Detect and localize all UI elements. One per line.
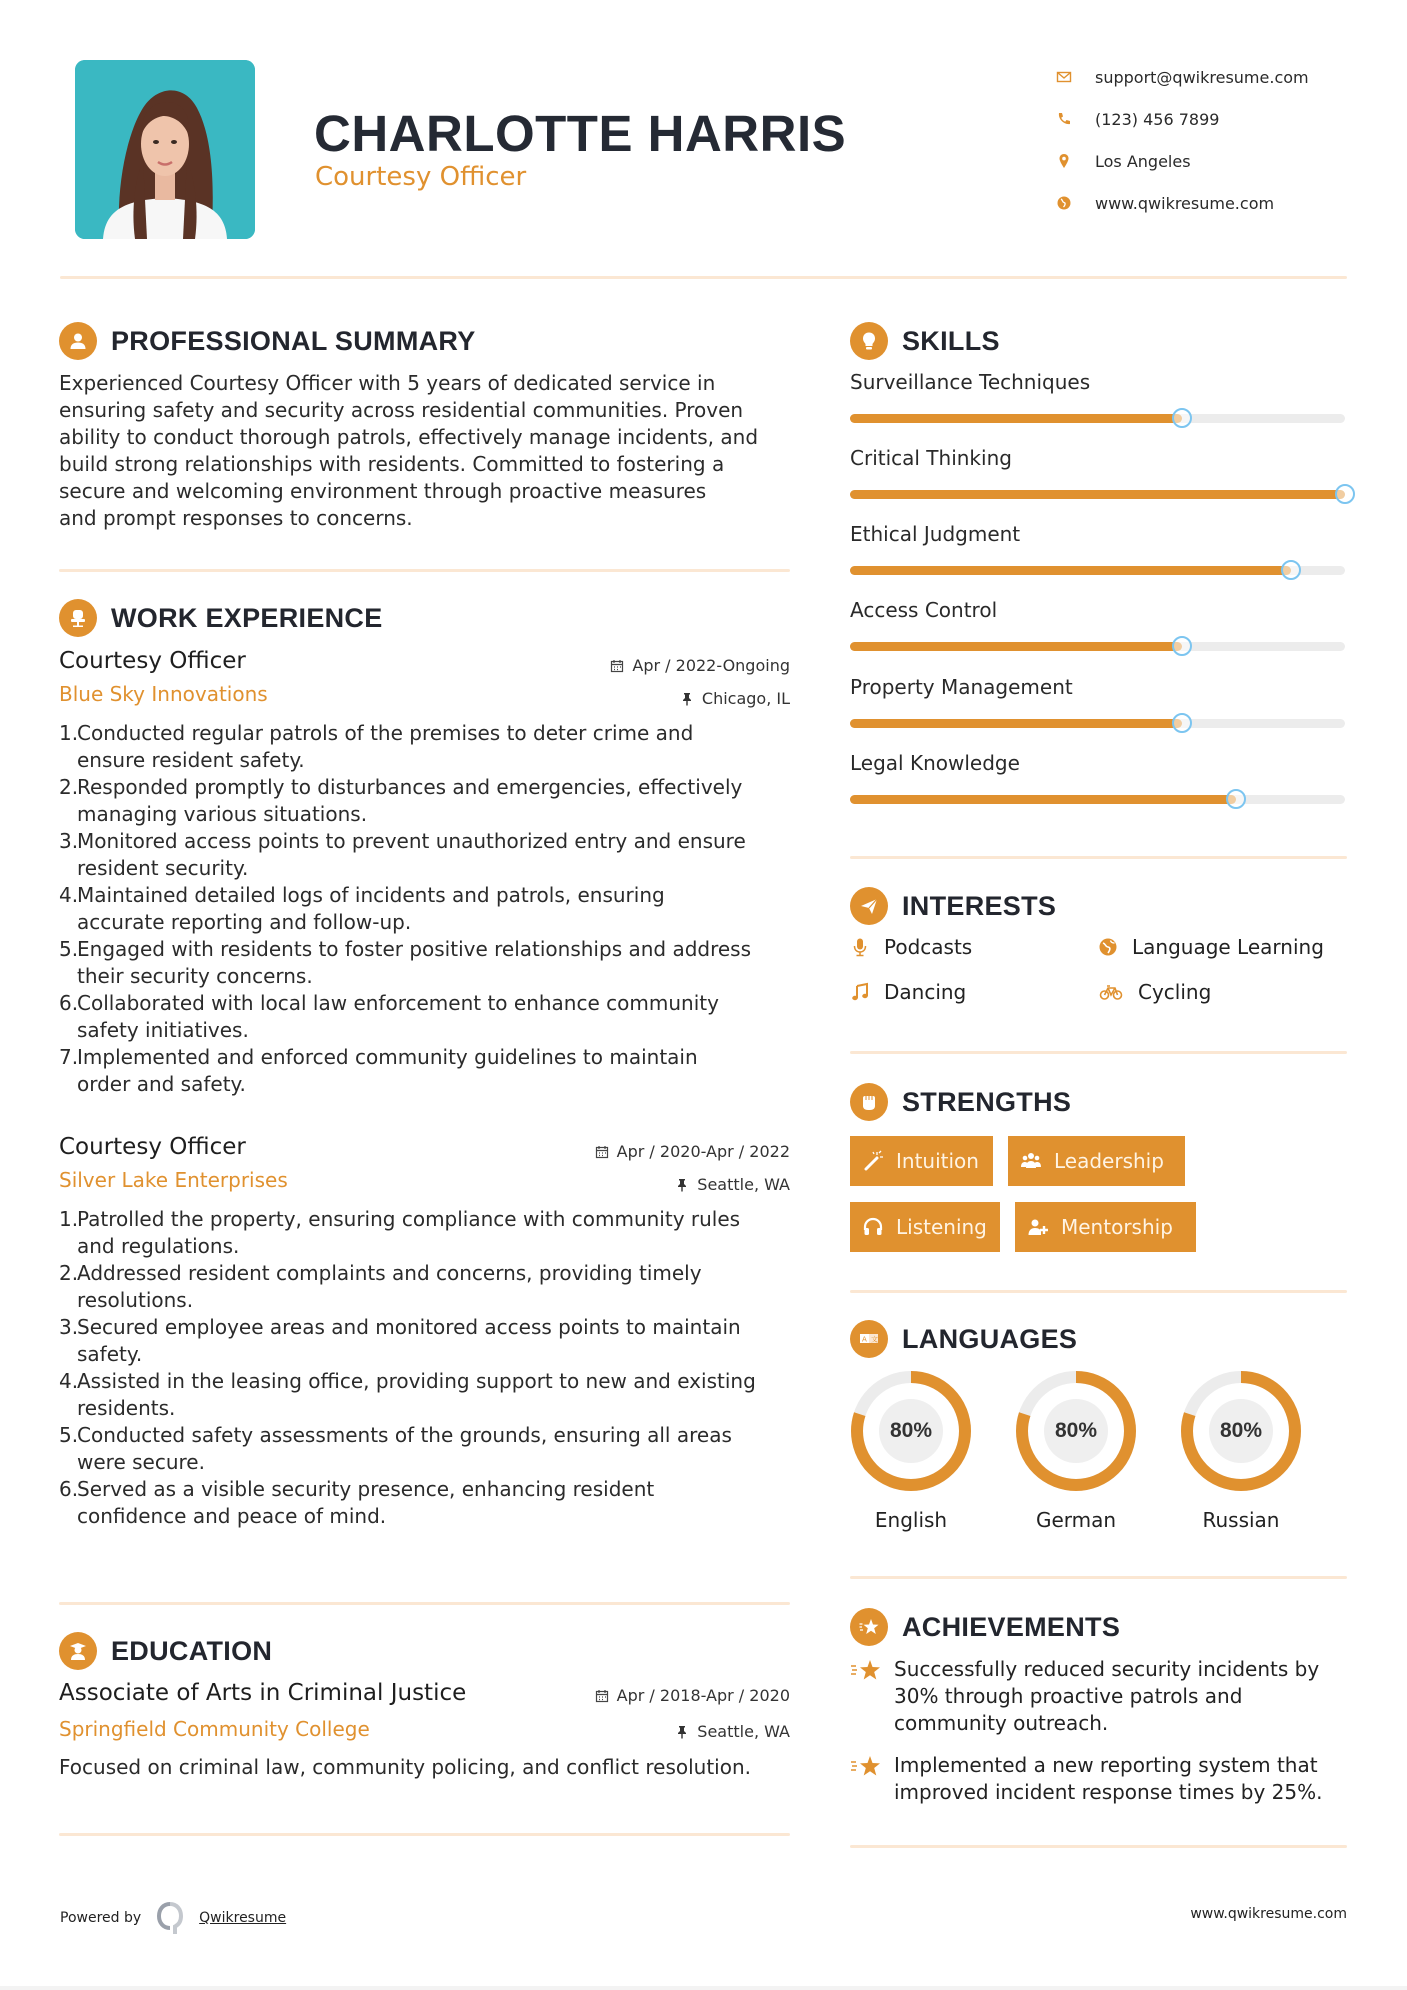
strength-label: Listening: [896, 1215, 987, 1239]
pushpin-icon: [675, 1178, 689, 1192]
summary-line: build strong relationships with residents. Committed to fostering a: [59, 452, 725, 476]
contact-website-text: www.qwikresume.com: [1095, 193, 1275, 213]
job-bullets: [59, 1206, 799, 1530]
skill-knob: [1172, 713, 1192, 733]
achievements-title: ACHIEVEMENTS: [902, 1611, 1121, 1642]
interest-item: [1098, 935, 1324, 959]
magic-wand-icon: [862, 1150, 884, 1172]
job-dates-text: Apr / 2020-Apr / 2022: [616, 1142, 790, 1161]
pushpin-icon: [675, 1725, 689, 1739]
contact-location: [1055, 140, 1309, 182]
experience-heading: [59, 599, 383, 637]
page-bottom-edge: [0, 1986, 1407, 1990]
list-item: 5. Conducted safety assessments of the grounds, ensuring all areas were secure.: [59, 1423, 732, 1474]
list-item: 5. Engaged with residents to foster positive relationships and address their security concerns.: [59, 937, 752, 988]
skill-bar: [850, 795, 1345, 804]
skill-knob: [1226, 789, 1246, 809]
job-location: [680, 689, 790, 708]
summary-divider: [59, 569, 790, 572]
microphone-icon: [850, 937, 870, 957]
achievement-line: improved incident response times by 25%.: [894, 1780, 1323, 1804]
degree-title: Associate of Arts in Criminal Justice: [59, 1680, 467, 1706]
languages-heading: [850, 1320, 1077, 1358]
calendar-icon: [595, 1689, 609, 1703]
skill-bar: [850, 490, 1345, 499]
skill-item: [850, 370, 1345, 423]
skill-item: [850, 675, 1345, 728]
phone-icon: [1055, 110, 1073, 128]
summary-line: Experienced Courtesy Officer with 5 years of dedicated service in: [59, 371, 716, 395]
job-title: Courtesy Officer: [59, 1134, 246, 1160]
list-item: 2. Addressed resident complaints and concerns, providing timely resolutions.: [59, 1261, 702, 1312]
skill-name: Legal Knowledge: [850, 751, 1020, 775]
user-plus-icon: [1027, 1216, 1049, 1238]
contact-location-text: Los Angeles: [1095, 151, 1191, 171]
list-item: 6. Collaborated with local law enforcement to enhance community safety initiatives.: [59, 991, 719, 1042]
language-name: German: [1035, 1508, 1117, 1532]
star-icon: [850, 1754, 882, 1780]
list-item: 4. Maintained detailed logs of incidents and patrols, ensuring accurate reporting and follow-up.: [59, 883, 665, 934]
skill-item: [850, 446, 1345, 499]
contact-email-text: support@qwikresume.com: [1095, 67, 1309, 87]
education-dates: [595, 1686, 790, 1705]
skill-item: [850, 522, 1345, 575]
strengths-divider: [850, 1290, 1347, 1293]
achievement-line: Implemented a new reporting system that: [894, 1753, 1318, 1777]
skill-knob: [1335, 484, 1355, 504]
job-location-text: Chicago, IL: [701, 689, 790, 708]
profile-photo: [75, 60, 255, 239]
qwikresume-link[interactable]: Qwikresume: [199, 1910, 287, 1926]
list-item: 1. Conducted regular patrols of the premises to deter crime and ensure resident safety.: [59, 721, 694, 772]
strength-label: Intuition: [896, 1149, 979, 1173]
skill-name: Property Management: [850, 675, 1073, 699]
list-item: 1. Patrolled the property, ensuring compliance with community rules and regulations.: [59, 1207, 741, 1258]
list-item: 3. Secured employee areas and monitored access points to maintain safety.: [59, 1315, 741, 1366]
strength-tag: [850, 1202, 1000, 1252]
skill-name: Surveillance Techniques: [850, 370, 1091, 394]
job-dates: [610, 656, 790, 675]
globe-icon: [1098, 937, 1118, 957]
contact-list: [1055, 56, 1309, 224]
strength-tag: [1015, 1202, 1196, 1252]
candidate-name: CHARLOTTE HARRIS: [314, 105, 847, 162]
strengths-heading: [850, 1083, 1071, 1121]
education-divider: [59, 1833, 790, 1836]
powered-by-label: Powered by: [60, 1910, 142, 1926]
language-item: [1015, 1370, 1137, 1532]
skill-bar: [850, 719, 1345, 728]
strengths-title: STRENGTHS: [902, 1086, 1072, 1117]
star-icon: [850, 1608, 888, 1646]
skill-bar: [850, 414, 1345, 423]
achievement-item: [850, 1656, 1350, 1737]
music-note-icon: [850, 982, 870, 1002]
experience-title: WORK EXPERIENCE: [111, 602, 383, 633]
job-company: Blue Sky Innovations: [59, 682, 268, 706]
star-icon: [850, 1658, 882, 1684]
languages-title: LANGUAGES: [902, 1323, 1078, 1354]
contact-email[interactable]: [1055, 56, 1309, 98]
office-chair-icon: [59, 599, 97, 637]
skill-name: Access Control: [850, 598, 998, 622]
interest-item: [850, 980, 966, 1004]
education-title: EDUCATION: [111, 1635, 273, 1666]
interest-label: Cycling: [1138, 980, 1212, 1004]
list-item: 4. Assisted in the leasing office, providing support to new and existing residents.: [59, 1369, 756, 1420]
user-icon: [59, 322, 97, 360]
language-item: [1180, 1370, 1302, 1532]
calendar-icon: [595, 1145, 609, 1159]
envelope-icon: [1055, 68, 1073, 86]
education-dates-text: Apr / 2018-Apr / 2020: [616, 1686, 790, 1705]
portrait-illustration: [75, 60, 255, 239]
header-divider: [60, 276, 1347, 279]
job-location: [675, 1175, 790, 1194]
graduate-icon: [59, 1632, 97, 1670]
footer-website-link[interactable]: www.qwikresume.com: [1190, 1906, 1347, 1922]
job-title: Courtesy Officer: [59, 648, 246, 674]
contact-website[interactable]: [1055, 182, 1309, 224]
language-ring: [1015, 1370, 1137, 1492]
education-description: Focused on criminal law, community policing, and conflict resolution.: [59, 1755, 752, 1779]
skills-heading: [850, 322, 1000, 360]
map-pin-icon: [1055, 152, 1073, 170]
skill-name: Ethical Judgment: [850, 522, 1021, 546]
skills-title: SKILLS: [902, 325, 1000, 356]
languages-divider: [850, 1576, 1347, 1579]
interests-heading: [850, 887, 1056, 925]
education-heading: [59, 1632, 272, 1670]
candidate-role: Courtesy Officer: [315, 162, 527, 192]
skill-bar: [850, 566, 1345, 575]
language-ring: [1180, 1370, 1302, 1492]
svg-text:A: A: [862, 1335, 867, 1344]
education-location-text: Seattle, WA: [697, 1722, 790, 1741]
interest-label: Podcasts: [884, 935, 973, 959]
summary-line: and prompt responses to concerns.: [59, 506, 413, 530]
list-item: 3. Monitored access points to prevent unauthorized entry and ensure resident security.: [59, 829, 746, 880]
strength-label: Mentorship: [1061, 1215, 1173, 1239]
headphones-icon: [862, 1216, 884, 1238]
skill-knob: [1281, 560, 1301, 580]
fist-icon: [850, 1083, 888, 1121]
qwikresume-logo-icon: [155, 1901, 185, 1935]
skills-divider: [850, 856, 1347, 859]
skill-name: Critical Thinking: [850, 446, 1012, 470]
summary-text: [59, 370, 799, 532]
paper-plane-icon: [850, 887, 888, 925]
school-name: Springfield Community College: [59, 1717, 370, 1741]
interest-label: Dancing: [884, 980, 967, 1004]
job-dates-text: Apr / 2022-Ongoing: [632, 656, 790, 675]
list-item: 2. Responded promptly to disturbances and emergencies, effectively managing various situations.: [59, 775, 743, 826]
list-item: 6. Served as a visible security presence, enhancing resident confidence and peace of mind.: [59, 1477, 655, 1528]
interest-item: [1098, 980, 1211, 1004]
summary-title: PROFESSIONAL SUMMARY: [111, 325, 476, 356]
summary-heading: [59, 322, 476, 360]
interest-label: Language Learning: [1132, 935, 1324, 959]
experience-divider: [59, 1602, 790, 1605]
achievement-line: 30% through proactive patrols and: [894, 1684, 1243, 1708]
strength-tag: [1008, 1136, 1185, 1186]
svg-text:文: 文: [871, 1335, 878, 1344]
users-icon: [1020, 1150, 1042, 1172]
language-ring: [850, 1370, 972, 1492]
achievement-item: [850, 1752, 1350, 1806]
translate-icon: [850, 1320, 888, 1358]
achievement-line: community outreach.: [894, 1711, 1109, 1735]
contact-phone[interactable]: [1055, 98, 1309, 140]
language-percent: 80%: [889, 1419, 933, 1442]
language-percent: 80%: [1054, 1419, 1098, 1442]
summary-line: ensuring safety and security across residential communities. Proven: [59, 398, 744, 422]
list-item: 7. Implemented and enforced community guidelines to maintain order and safety.: [59, 1045, 698, 1096]
contact-phone-text: (123) 456 7899: [1095, 109, 1220, 129]
globe-icon: [1055, 194, 1073, 212]
job-location-text: Seattle, WA: [697, 1175, 790, 1194]
job-bullets: [59, 720, 799, 1098]
strength-tag: [850, 1136, 993, 1186]
job-company: Silver Lake Enterprises: [59, 1168, 288, 1192]
achievement-line: Successfully reduced security incidents by: [894, 1657, 1320, 1681]
interests-title: INTERESTS: [902, 890, 1057, 921]
education-location: [675, 1722, 790, 1741]
bicycle-icon: [1098, 982, 1124, 1002]
skill-item: [850, 751, 1345, 804]
lightbulb-icon: [850, 322, 888, 360]
language-name: English: [874, 1508, 948, 1532]
strength-label: Leadership: [1054, 1149, 1164, 1173]
skill-bar: [850, 642, 1345, 651]
language-name: Russian: [1202, 1508, 1280, 1532]
interests-divider: [850, 1051, 1347, 1054]
interest-item: [850, 935, 972, 959]
language-percent: 80%: [1219, 1419, 1263, 1442]
achievements-heading: [850, 1608, 1120, 1646]
summary-line: secure and welcoming environment through proactive measures: [59, 479, 707, 503]
skill-item: [850, 598, 1345, 651]
calendar-icon: [610, 659, 624, 673]
summary-line: ability to conduct thorough patrols, effectively manage incidents, and: [59, 425, 759, 449]
skill-knob: [1172, 408, 1192, 428]
powered-by: [60, 1901, 286, 1935]
pushpin-icon: [680, 692, 694, 706]
skill-knob: [1172, 636, 1192, 656]
achievements-divider: [850, 1845, 1347, 1848]
language-item: [850, 1370, 972, 1532]
job-dates: [595, 1142, 790, 1161]
